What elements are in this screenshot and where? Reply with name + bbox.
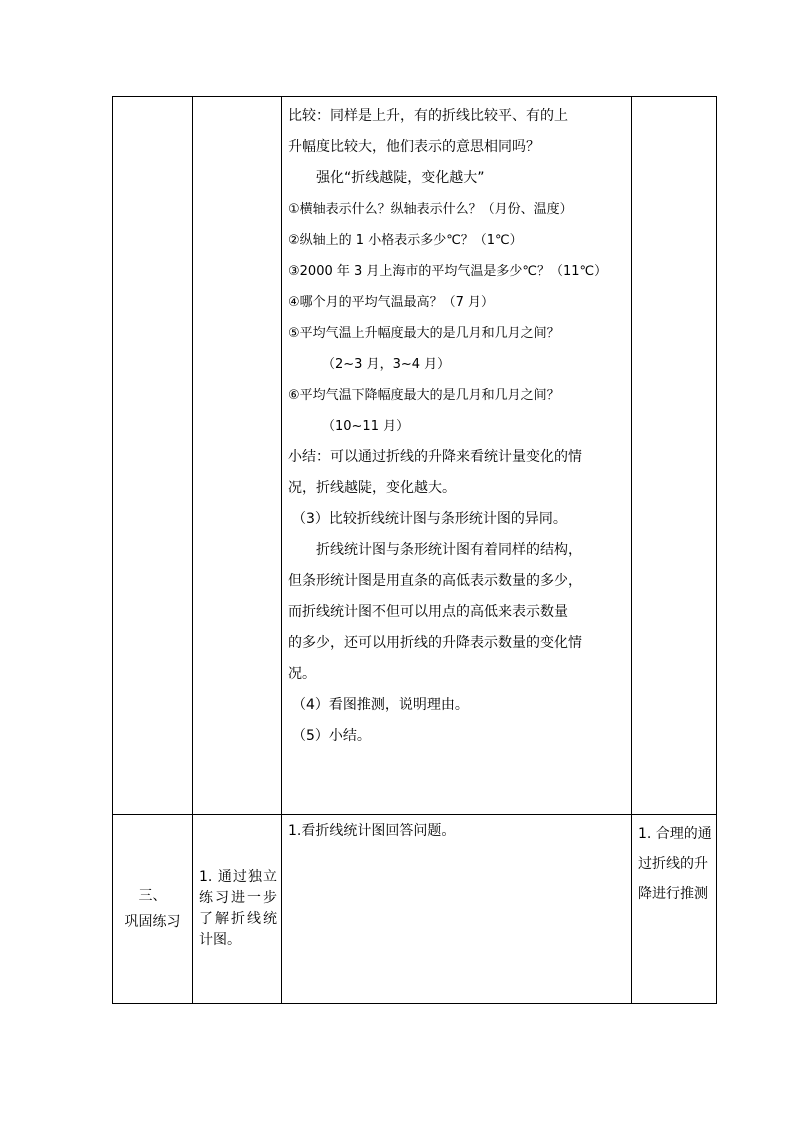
note-text: 1. 合理的通过折线的升降进行推测 bbox=[638, 826, 712, 902]
stage-name: 巩固练习 bbox=[124, 914, 181, 930]
text-line: 强化“折线越陡，变化越大” bbox=[316, 170, 485, 186]
notes-cell-empty bbox=[632, 97, 717, 815]
stage-cell-empty bbox=[113, 97, 193, 815]
question-4: ④哪个月的平均气温最高？（7 月） bbox=[288, 295, 495, 310]
question-5: ⑤平均气温上升幅度最大的是几月和几月之间？ bbox=[288, 326, 560, 341]
section-3-heading: （3）比较折线统计图与条形统计图的异同。 bbox=[292, 511, 567, 527]
stage-number: 三、 bbox=[138, 888, 167, 904]
question-3: ③2000 年 3 月上海市的平均气温是多少℃？（11℃） bbox=[288, 264, 608, 279]
answer-5: （2~3 月，3~4 月） bbox=[322, 357, 451, 372]
note-cell bbox=[632, 815, 717, 1004]
section-4-heading: （4）看图推测，说明理由。 bbox=[292, 697, 469, 713]
text-line: 而折线统计图不但可以用点的高低来表示数量 bbox=[288, 604, 568, 620]
activity-cell bbox=[282, 815, 632, 1004]
table-row bbox=[113, 815, 717, 1004]
text-line: 比较：同样是上升，有的折线比较平、有的上 bbox=[288, 108, 568, 124]
goal-cell-empty bbox=[193, 97, 282, 815]
activity-text: 1.看折线统计图回答问题。 bbox=[288, 823, 456, 839]
question-1: ①横轴表示什么？纵轴表示什么？（月份、温度） bbox=[288, 202, 573, 217]
goal-cell bbox=[193, 815, 282, 1004]
section-5-heading: （5）小结。 bbox=[292, 728, 371, 744]
text-line: 的多少，还可以用折线的升降表示数量的变化情 bbox=[288, 635, 582, 651]
text-line: 但条形统计图是用直条的高低表示数量的多少， bbox=[288, 573, 582, 589]
goal-text: 1. 通过独立练习进一步了解折线统计图。 bbox=[199, 869, 277, 948]
stage-cell bbox=[113, 815, 193, 1004]
summary-line: 况，折线越陡，变化越大。 bbox=[288, 480, 456, 496]
text-line: 升幅度比较大，他们表示的意思相同吗？ bbox=[288, 139, 540, 155]
lesson-plan-table bbox=[112, 96, 717, 1004]
text-line: 折线统计图与条形统计图有着同样的结构， bbox=[316, 542, 582, 558]
teaching-process-cell bbox=[282, 97, 632, 815]
answer-6: （10~11 月） bbox=[322, 419, 410, 434]
question-6: ⑥平均气温下降幅度最大的是几月和几月之间？ bbox=[288, 388, 560, 403]
summary-line: 小结：可以通过折线的升降来看统计量变化的情 bbox=[288, 449, 582, 465]
text-line: 况。 bbox=[288, 666, 316, 682]
question-2: ②纵轴上的 1 小格表示多少℃？（1℃） bbox=[288, 233, 523, 248]
table-row bbox=[113, 97, 717, 815]
